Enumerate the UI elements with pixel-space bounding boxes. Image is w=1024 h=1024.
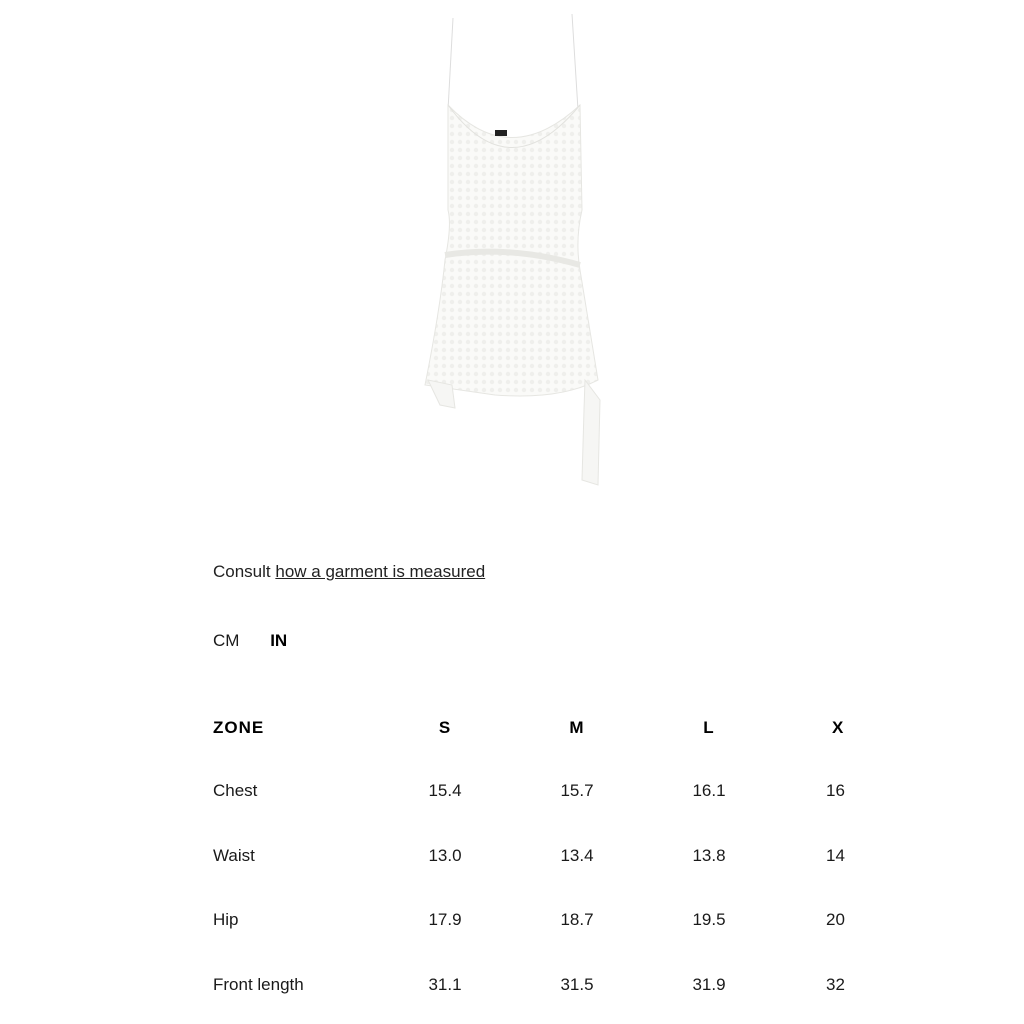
- header-size-l: L: [703, 718, 715, 737]
- value-cell: 16: [826, 781, 845, 800]
- value-cell: 13.8: [692, 846, 726, 865]
- unit-toggle: [213, 631, 313, 651]
- table-row: [213, 781, 913, 805]
- header-zone: ZONE: [213, 718, 265, 737]
- value-cell: 13.4: [560, 846, 594, 865]
- value-cell: 16.1: [692, 781, 726, 800]
- table-row: [213, 910, 913, 934]
- value-cell: 15.4: [428, 781, 462, 800]
- value-cell: 19.5: [692, 910, 726, 929]
- unit-in-button[interactable]: IN: [270, 631, 288, 650]
- value-cell: 15.7: [560, 781, 594, 800]
- zone-label: Chest: [213, 781, 258, 800]
- zone-label: Hip: [213, 910, 239, 929]
- zone-label: Waist: [213, 846, 255, 865]
- value-cell: 13.0: [428, 846, 462, 865]
- table-row: [213, 975, 913, 999]
- value-cell: 31.5: [560, 975, 594, 994]
- value-cell: 14: [826, 846, 845, 865]
- header-size-s: S: [438, 718, 452, 737]
- value-cell: 20: [826, 910, 845, 929]
- value-cell: 31.9: [692, 975, 726, 994]
- unit-cm-button[interactable]: CM: [213, 631, 240, 650]
- value-cell: 18.7: [560, 910, 594, 929]
- product-image: [400, 10, 630, 490]
- value-cell: 31.1: [428, 975, 462, 994]
- value-cell: 32: [826, 975, 845, 994]
- table-header: [213, 718, 913, 742]
- size-table: [213, 700, 843, 1024]
- consult-prefix: Consult: [213, 562, 271, 581]
- how-garment-measured-link[interactable]: how a garment is measured: [275, 562, 486, 581]
- measure-guide-text: [213, 562, 485, 582]
- value-cell: 17.9: [428, 910, 462, 929]
- zone-label: Front length: [213, 975, 304, 994]
- header-size-x: X: [832, 718, 845, 737]
- table-row: [213, 846, 913, 870]
- header-size-m: M: [569, 718, 585, 737]
